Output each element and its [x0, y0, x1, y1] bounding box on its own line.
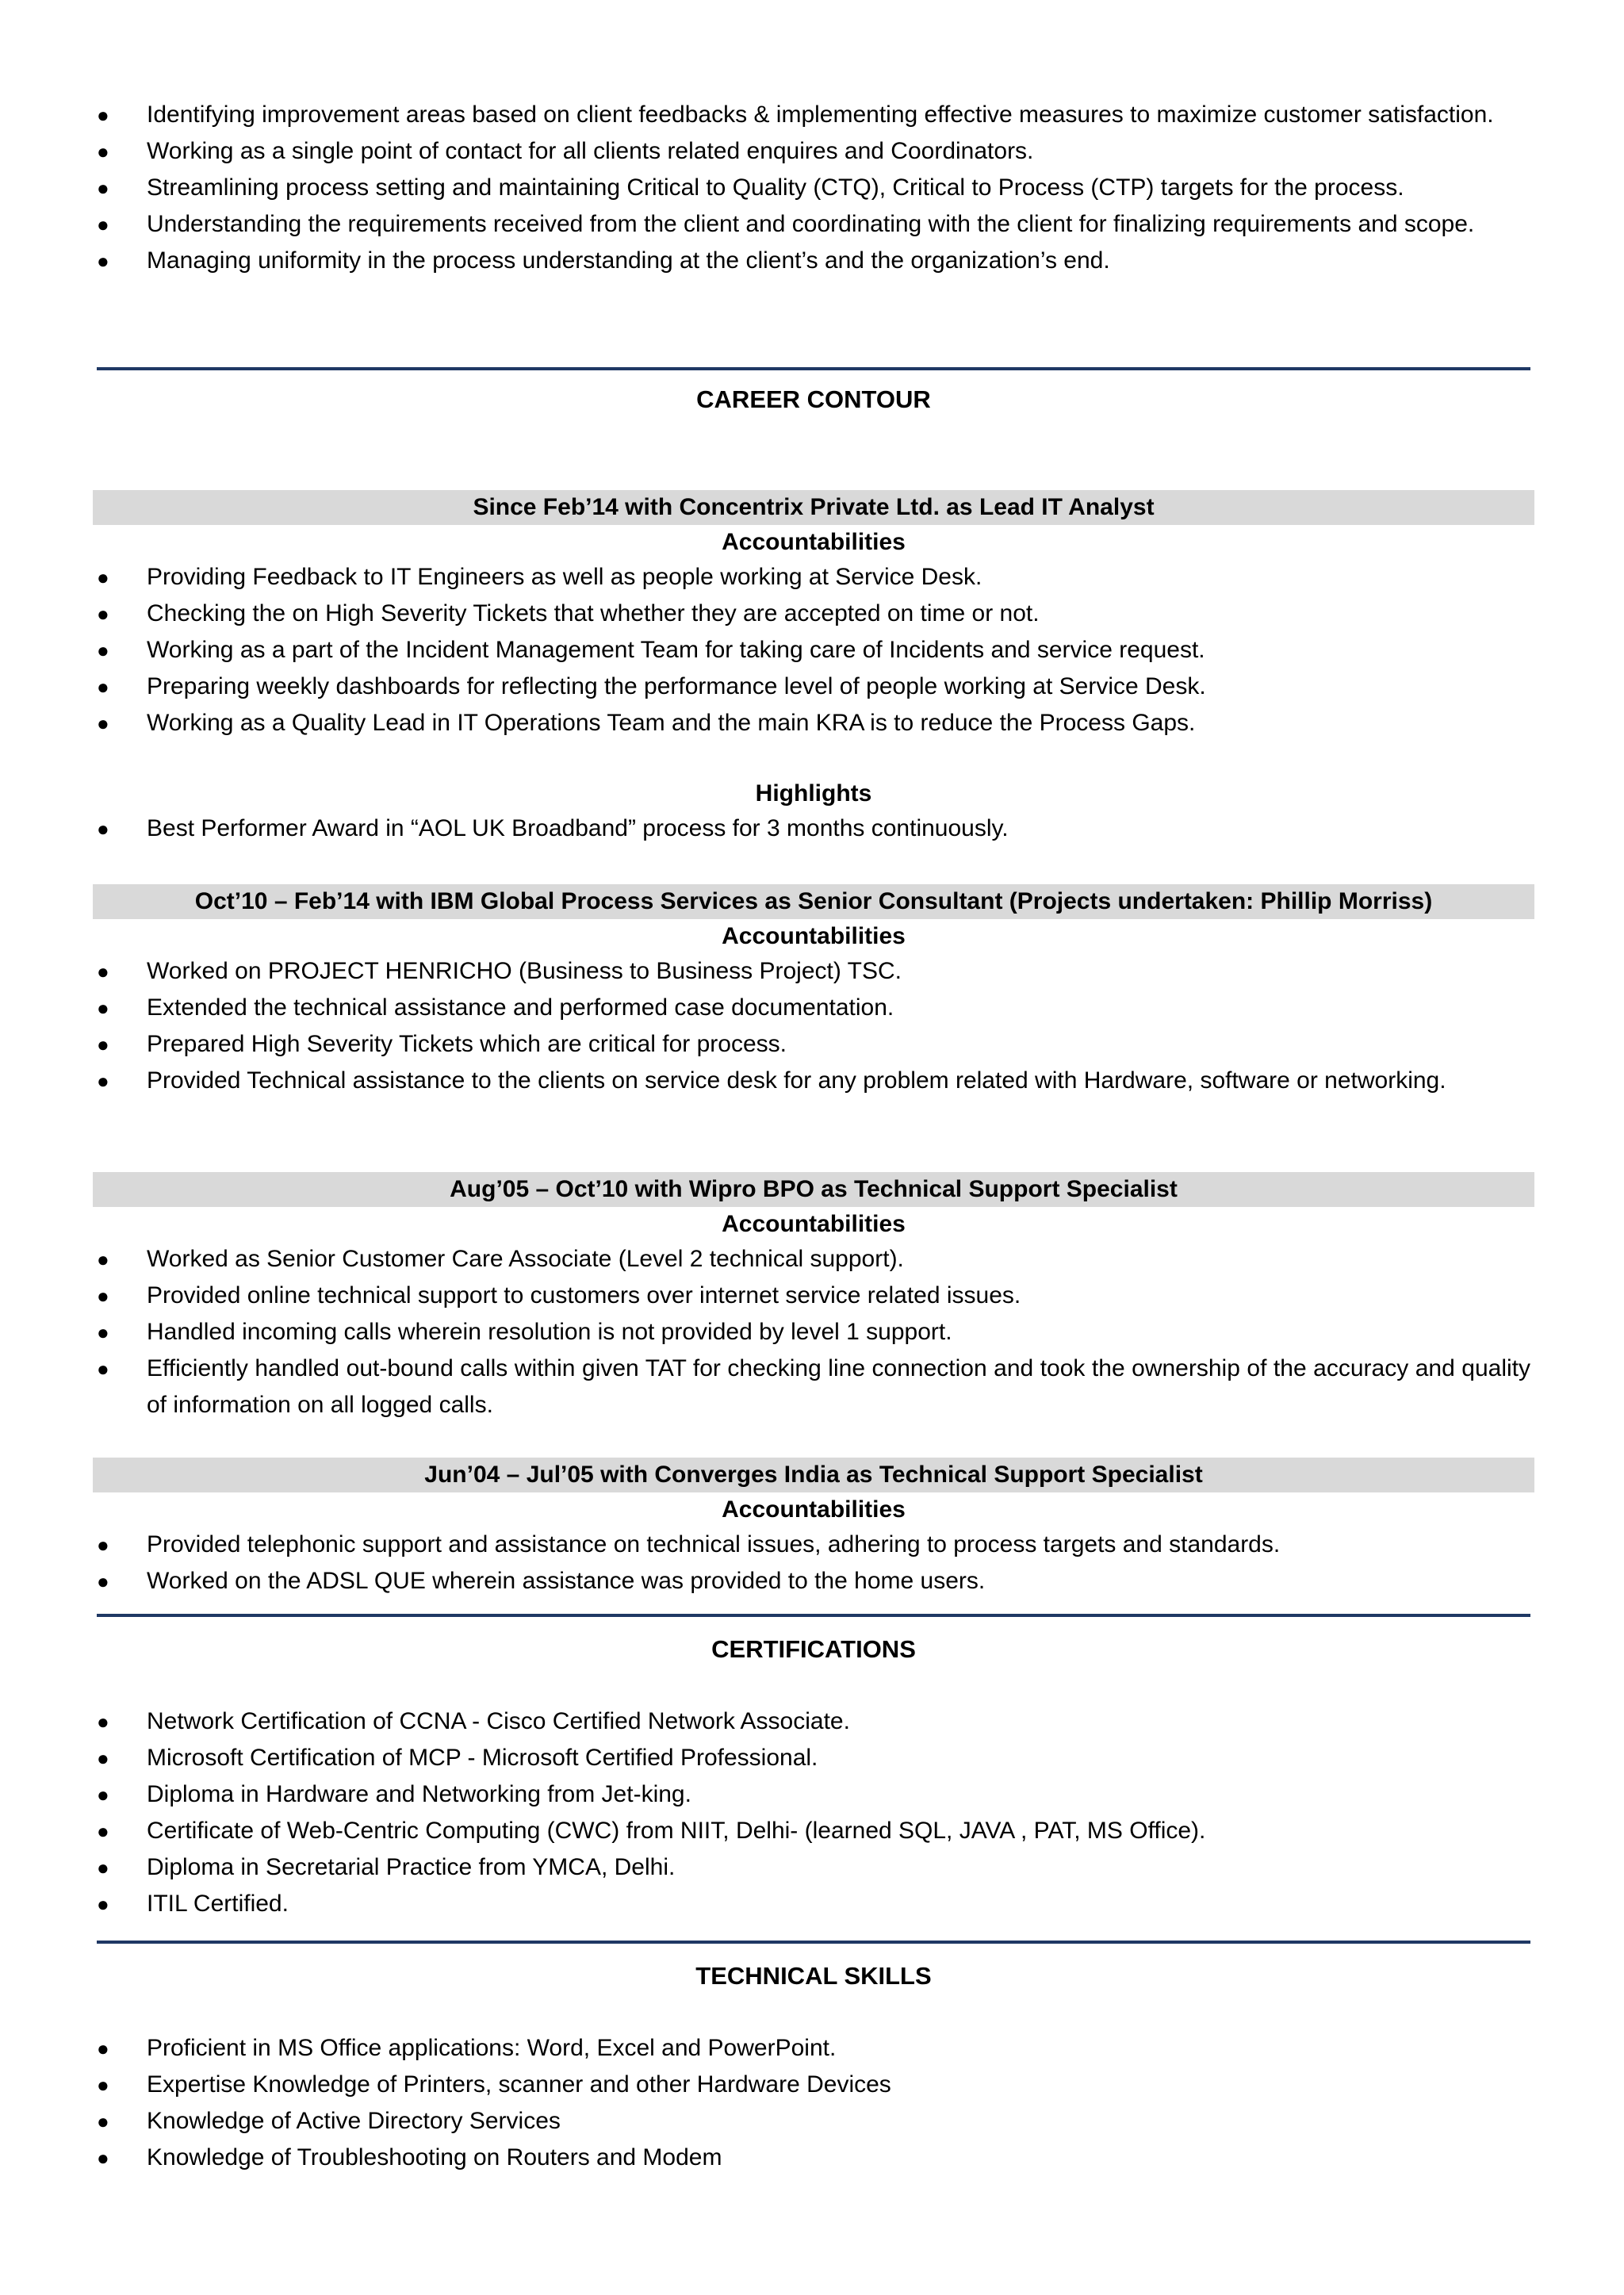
job-accountabilities-list	[97, 1527, 1530, 1600]
accountabilities-heading: Accountabilities	[722, 923, 906, 949]
bullet-icon: ●	[97, 960, 109, 983]
list-item: ● Working as a single point of contact for all clients related enquires and Coordinators.	[97, 133, 1530, 170]
technical-skills-heading: TECHNICAL SKILLS	[695, 1962, 932, 1990]
bullet-icon: ●	[97, 1357, 109, 1381]
highlights-list	[97, 810, 1530, 847]
list-item: ● Identifying improvement areas based on client feedbacks & implementing effective measures to maximize customer satisfaction.	[97, 97, 1530, 133]
list-item: ● Handled incoming calls wherein resolution is not provided by level 1 support.	[97, 1314, 1530, 1351]
bullet-icon: ●	[97, 140, 109, 163]
bullet-icon: ●	[97, 1746, 109, 1770]
job-accountabilities-list	[97, 953, 1530, 1099]
bullet-icon: ●	[97, 1819, 109, 1843]
highlights-heading: Highlights	[755, 780, 872, 807]
job-header-wipro: Aug’05 – Oct’10 with Wipro BPO as Technical Support Specialist	[93, 1172, 1534, 1207]
accountabilities-heading: Accountabilities	[722, 1496, 906, 1523]
bullet-icon: ●	[97, 638, 109, 662]
job-accountabilities-list	[97, 1241, 1530, 1423]
section-divider	[97, 367, 1530, 370]
career-contour-heading: CAREER CONTOUR	[696, 385, 931, 413]
bullet-icon: ●	[97, 1892, 109, 1916]
job-header-ibm: Oct’10 – Feb’14 with IBM Global Process Services as Senior Consultant (Projects undertaken: Phillip Morriss)	[93, 884, 1534, 919]
bullet-icon: ●	[97, 1247, 109, 1271]
bullet-icon: ●	[97, 213, 109, 236]
certifications-list	[97, 1703, 1530, 1922]
list-item: ● Efficiently handled out-bound calls within given TAT for checking line connection and took the ownership of the accuracy and quality of information on all logged calls.	[97, 1351, 1530, 1423]
list-item: ● Providing Feedback to IT Engineers as well as people working at Service Desk.	[97, 559, 1530, 596]
list-item: ● Knowledge of Troubleshooting on Routers and Modem	[97, 2140, 1530, 2176]
list-item: ● Knowledge of Active Directory Services	[97, 2103, 1530, 2140]
list-item: ● Streamlining process setting and maintaining Critical to Quality (CTQ), Critical to Process (CTP) targets for the process.	[97, 170, 1530, 206]
certifications-heading: CERTIFICATIONS	[711, 1635, 916, 1663]
list-item: ● Diploma in Hardware and Networking from Jet-king.	[97, 1776, 1530, 1813]
list-item: ● Expertise Knowledge of Printers, scanner and other Hardware Devices	[97, 2067, 1530, 2103]
job-header-concentrix: Since Feb’14 with Concentrix Private Ltd. as Lead IT Analyst	[93, 490, 1534, 525]
list-item: ● Worked as Senior Customer Care Associate (Level 2 technical support).	[97, 1241, 1530, 1278]
bullet-icon: ●	[97, 1069, 109, 1093]
list-item: ● Provided online technical support to customers over internet service related issues.	[97, 1278, 1530, 1314]
bullet-icon: ●	[97, 565, 109, 589]
section-divider	[97, 1941, 1530, 1944]
list-item: ● Diploma in Secretarial Practice from YMCA, Delhi.	[97, 1849, 1530, 1886]
job-accountabilities-list	[97, 559, 1530, 741]
list-item: ● Proficient in MS Office applications: Word, Excel and PowerPoint.	[97, 2030, 1530, 2067]
list-item: ● Certificate of Web-Centric Computing (CWC) from NIIT, Delhi- (learned SQL, JAVA , PAT, MS Office).	[97, 1813, 1530, 1849]
bullet-icon: ●	[97, 1533, 109, 1557]
bullet-icon: ●	[97, 2073, 109, 2097]
technical-skills-list	[97, 2030, 1530, 2176]
accountabilities-heading: Accountabilities	[722, 529, 906, 555]
bullet-icon: ●	[97, 675, 109, 699]
bullet-icon: ●	[97, 1783, 109, 1806]
bullet-icon: ●	[97, 2109, 109, 2133]
list-item: ● Extended the technical assistance and performed case documentation.	[97, 990, 1530, 1026]
bullet-icon: ●	[97, 1320, 109, 1344]
bullet-icon: ●	[97, 2036, 109, 2060]
list-item: ● Understanding the requirements received from the client and coordinating with the client for finalizing requirements and scope.	[97, 206, 1530, 243]
bullet-icon: ●	[97, 1569, 109, 1593]
list-item: ● Provided telephonic support and assistance on technical issues, adhering to process targets and standards.	[97, 1527, 1530, 1563]
bullet-icon: ●	[97, 103, 109, 127]
bullet-icon: ●	[97, 176, 109, 200]
bullet-icon: ●	[97, 249, 109, 273]
list-item: ● Managing uniformity in the process understanding at the client’s and the organization’s end.	[97, 243, 1530, 279]
list-item: ● ITIL Certified.	[97, 1886, 1530, 1922]
list-item: ● Working as a Quality Lead in IT Operations Team and the main KRA is to reduce the Process Gaps.	[97, 705, 1530, 741]
list-item: ● Working as a part of the Incident Management Team for taking care of Incidents and service request.	[97, 632, 1530, 669]
bullet-icon: ●	[97, 1284, 109, 1308]
bullet-icon: ●	[97, 1033, 109, 1056]
accountabilities-heading: Accountabilities	[722, 1211, 906, 1237]
list-item: ● Provided Technical assistance to the clients on service desk for any problem related with Hardware, software or networking.	[97, 1063, 1530, 1099]
list-item: ● Preparing weekly dashboards for reflecting the performance level of people working at Service Desk.	[97, 669, 1530, 705]
bullet-icon: ●	[97, 1856, 109, 1879]
bullet-icon: ●	[97, 2146, 109, 2170]
list-item: ● Prepared High Severity Tickets which are critical for process.	[97, 1026, 1530, 1063]
bullet-icon: ●	[97, 711, 109, 735]
list-item: ● Worked on the ADSL QUE wherein assistance was provided to the home users.	[97, 1563, 1530, 1600]
job-header-converges: Jun’04 – Jul’05 with Converges India as Technical Support Specialist	[93, 1458, 1534, 1492]
list-item: ● Worked on PROJECT HENRICHO (Business to Business Project) TSC.	[97, 953, 1530, 990]
list-item: ● Best Performer Award in “AOL UK Broadband” process for 3 months continuously.	[97, 810, 1530, 847]
bullet-icon: ●	[97, 602, 109, 626]
list-item: ● Microsoft Certification of MCP - Microsoft Certified Professional.	[97, 1740, 1530, 1776]
bullet-icon: ●	[97, 1710, 109, 1734]
list-item: ● Checking the on High Severity Tickets that whether they are accepted on time or not.	[97, 596, 1530, 632]
bullet-icon: ●	[97, 817, 109, 841]
intro-bullet-list	[97, 97, 1530, 279]
section-divider	[97, 1614, 1530, 1617]
bullet-icon: ●	[97, 996, 109, 1020]
list-item: ● Network Certification of CCNA - Cisco Certified Network Associate.	[97, 1703, 1530, 1740]
